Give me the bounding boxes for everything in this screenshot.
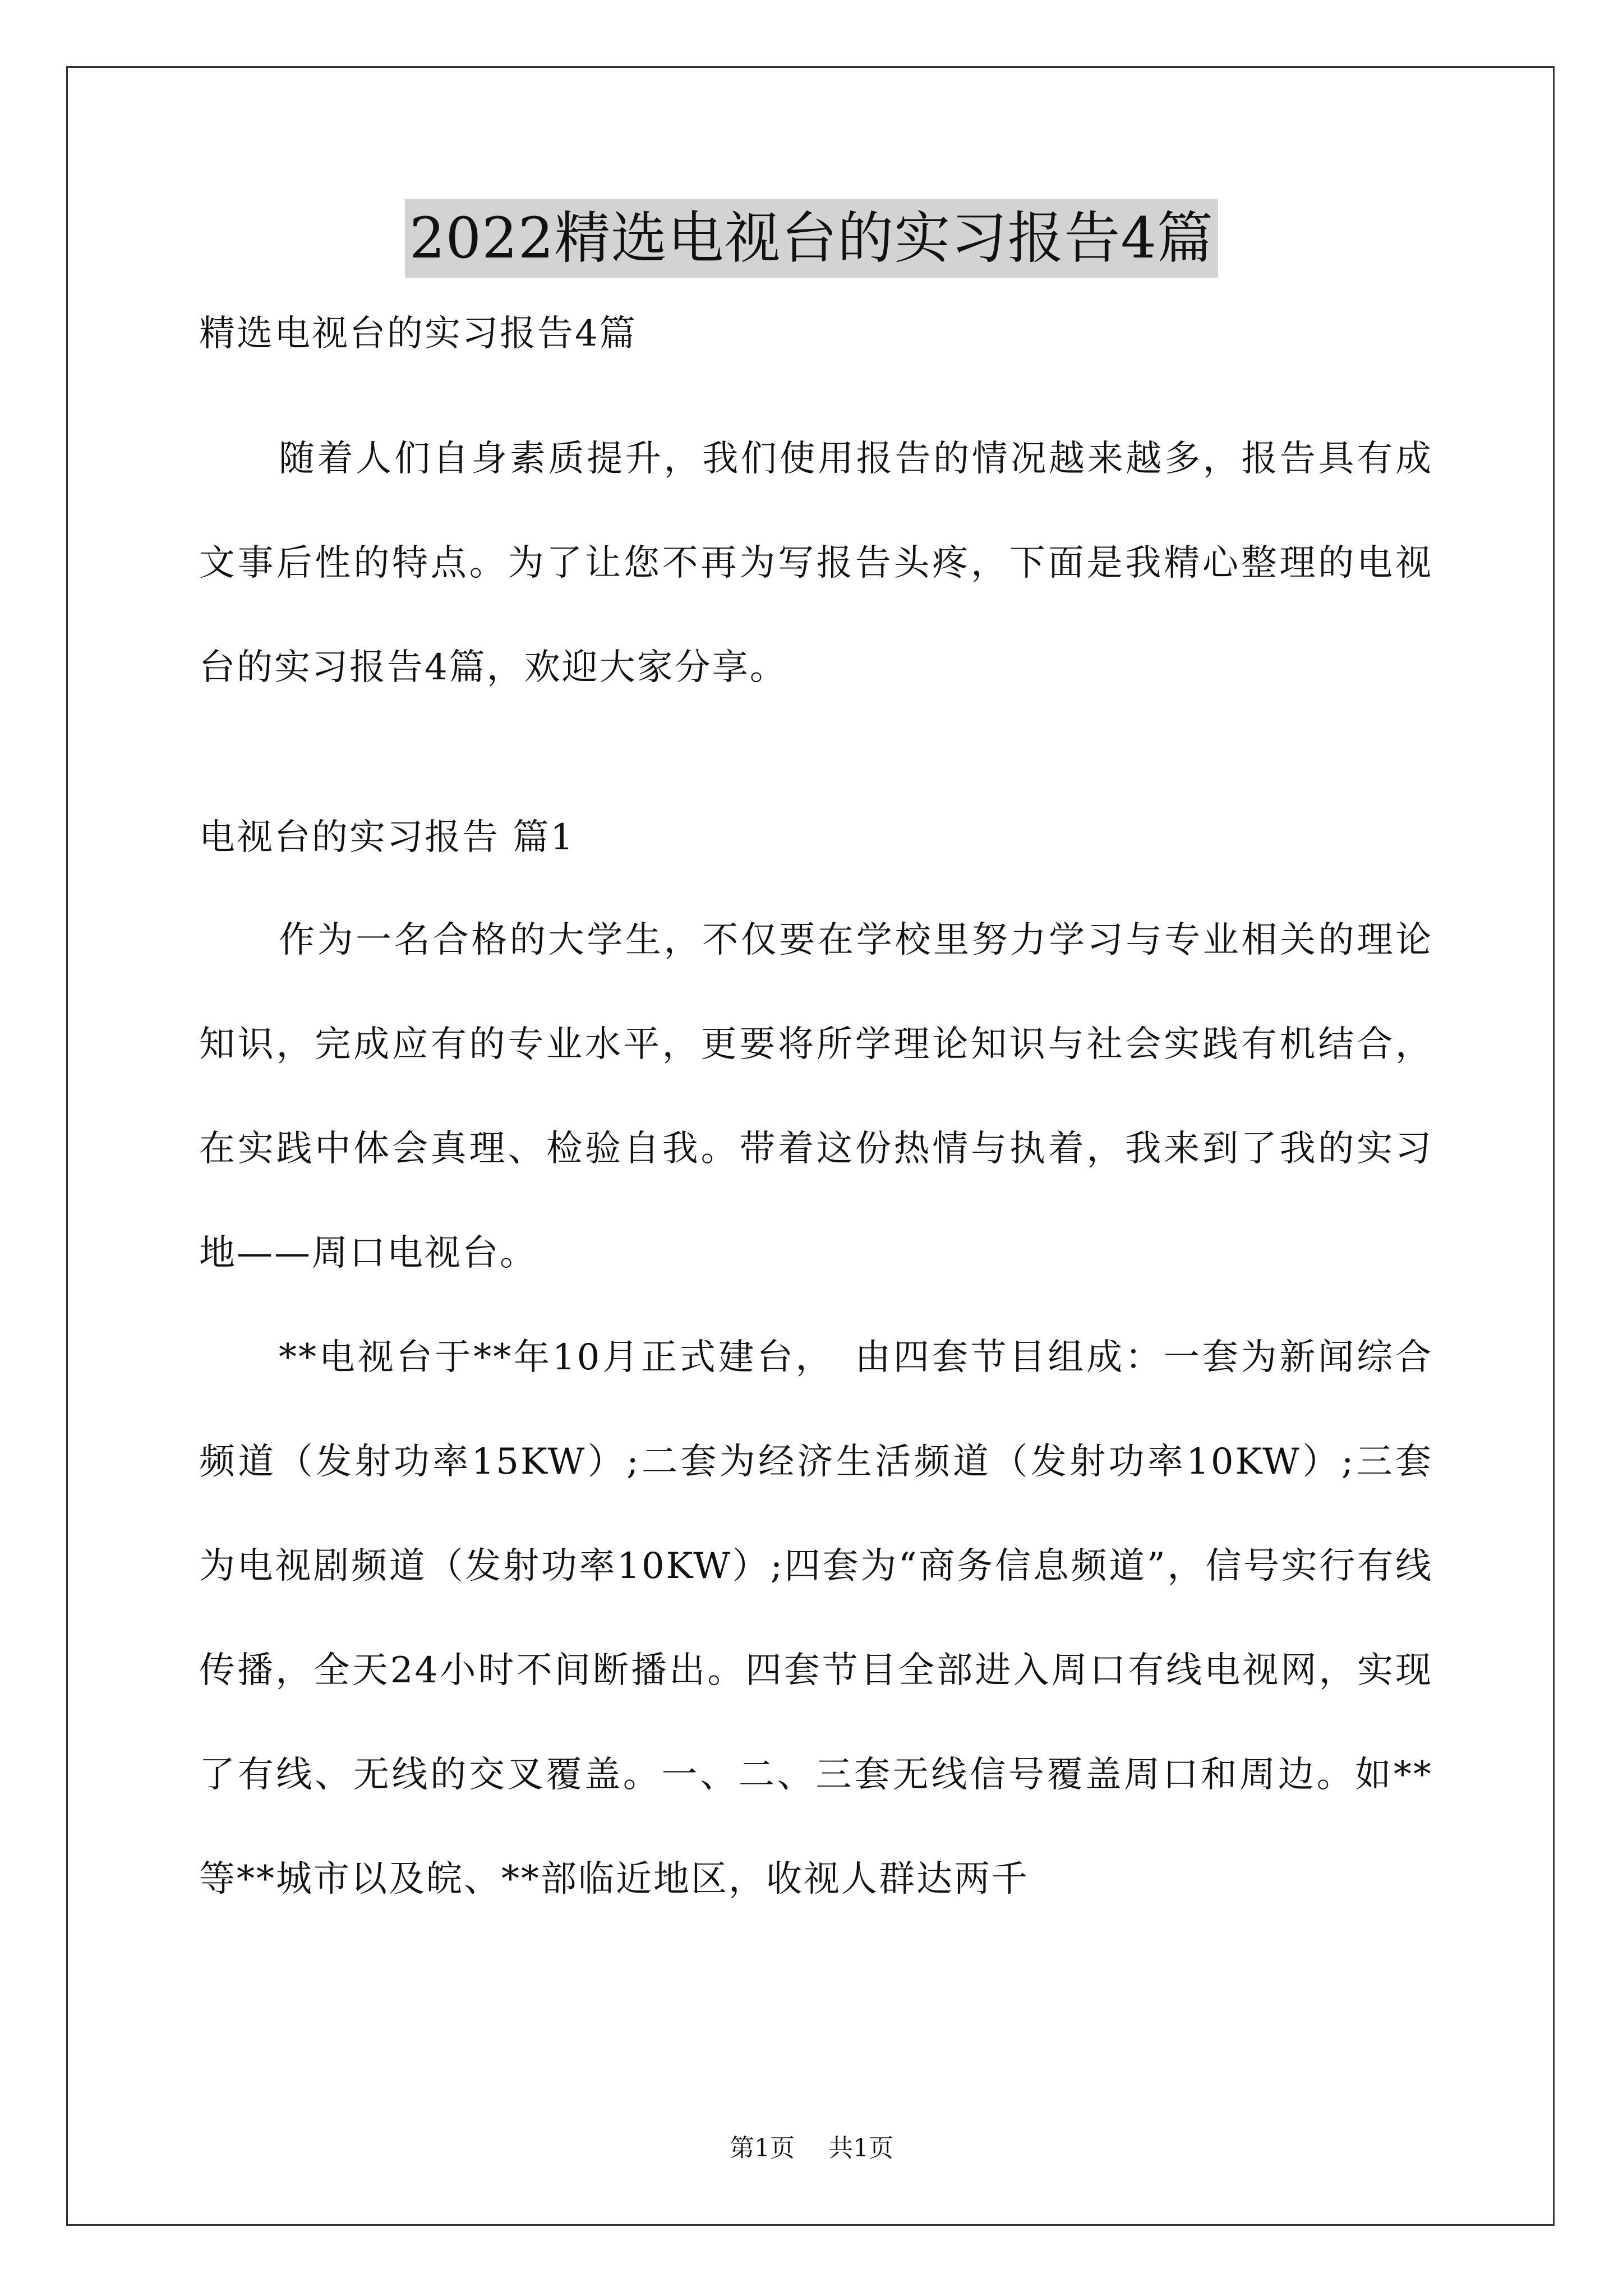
page-number: 第1页 [730,2134,795,2162]
page-total: 共1页 [828,2134,893,2162]
document-title: 2022精选电视台的实习报告4篇 [405,199,1218,278]
document-subtitle: 精选电视台的实习报告4篇 [199,313,637,355]
section-spacer [199,720,1433,809]
document-body [199,306,1433,1931]
body-paragraph: **电视台于**年10月正式建台， 由四套节目组成：一套为新闻综合频道（发射功率15KW）;二套为经济生活频道（发射功率10KW）;三套为电视剧频道（发射功率10KW）;四套为“商务信息频道”，信号实行有线传播，全天24小时不间断播出。四套节目全部进入周口有线电视网，实现了有线、无线的交叉覆盖。一、二、三套无线信号覆盖周口和周边。如**等**城市以及皖、**部临近地区，收视人群达两千 [199,1337,1433,1900]
title-container [0,199,1623,278]
page-footer [0,2132,1623,2165]
intro-paragraph: 随着人们自身素质提升，我们使用报告的情况越来越多，报告具有成文事后性的特点。为了让您不再为写报告头疼，下面是我精心整理的电视台的实习报告4篇，欢迎大家分享。 [199,438,1433,688]
section-heading: 电视台的实习报告 篇1 [199,817,575,858]
body-paragraph: 作为一名合格的大学生，不仅要在学校里努力学习与专业相关的理论知识，完成应有的专业水平，更要将所学理论知识与社会实践有机结合，在实践中体会真理、检验自我。带着这份热情与执着，我来到了我的实习地——周口电视台。 [199,919,1433,1274]
